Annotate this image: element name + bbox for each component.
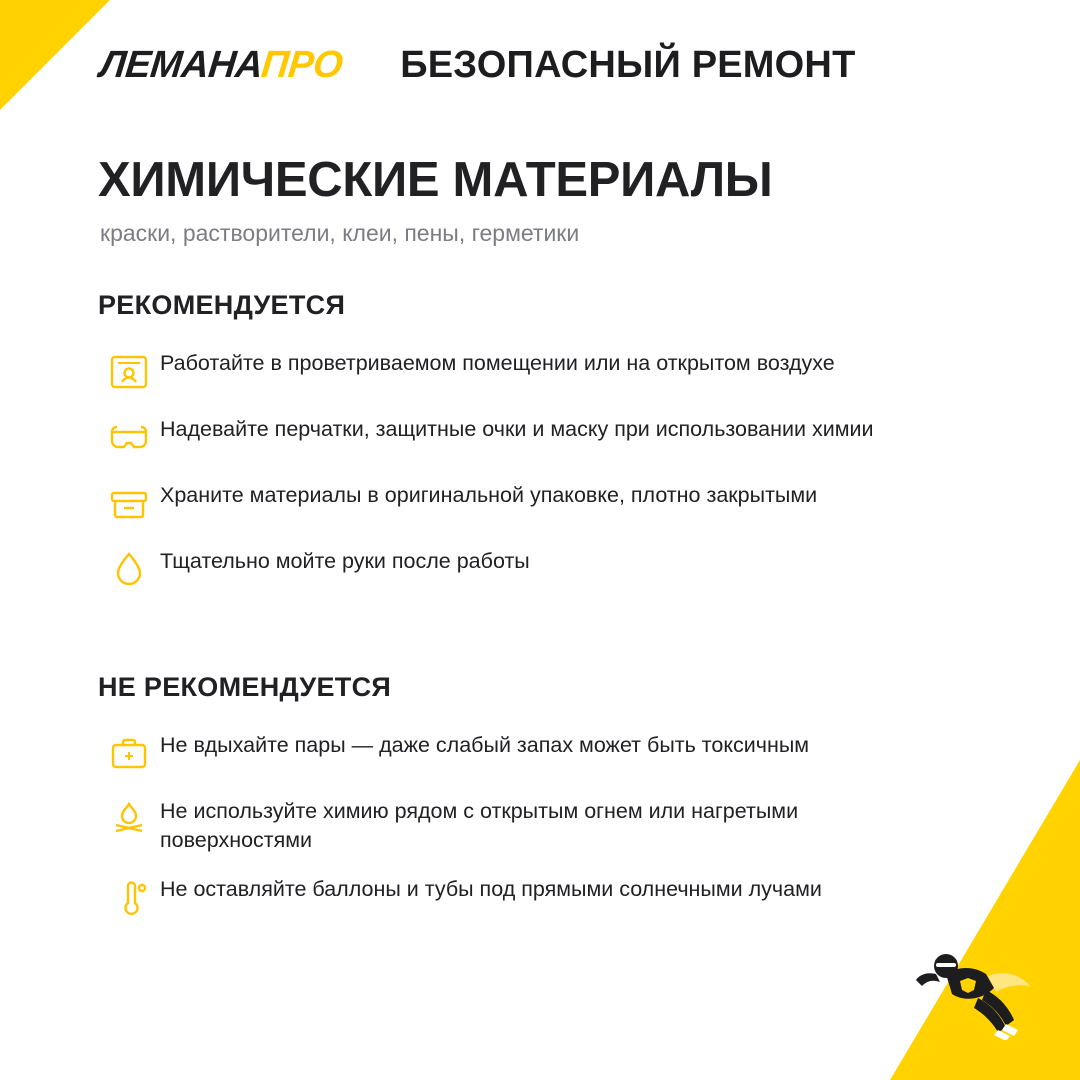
list-item — [98, 729, 978, 777]
water-drop-icon — [98, 545, 160, 593]
brand-name-pro: ПРО — [259, 44, 345, 86]
storage-box-icon — [98, 479, 160, 527]
list-item-text: Не вдыхайте пары — даже слабый запах может быть токсичным — [160, 733, 810, 757]
list-item — [98, 545, 978, 593]
list-item — [98, 479, 978, 527]
section-recommended — [98, 290, 978, 611]
header — [97, 44, 856, 87]
list-item — [98, 795, 978, 855]
brand-name-main: ЛЕМАНА — [97, 44, 264, 86]
list-item — [98, 413, 978, 461]
page-subtitle: краски, растворители, клеи, пены, герметики — [100, 220, 580, 246]
list-item-text: Работайте в проветриваемом помещении или на открытом воздухе — [160, 351, 835, 375]
thermometer-sun-icon — [98, 873, 160, 921]
list-item-text: Не используйте химию рядом с открытым огнем или нагретыми поверхностями — [160, 799, 799, 852]
section-not-recommended — [98, 672, 978, 939]
list-item — [98, 347, 978, 395]
section-title-not-recommended: НЕ РЕКОМЕНДУЕТСЯ — [98, 672, 392, 702]
list-item — [98, 873, 978, 921]
recommended-list — [98, 347, 978, 593]
brand-logo — [98, 44, 345, 87]
list-item-text: Надевайте перчатки, защитные очки и маску при использовании химии — [160, 417, 874, 441]
list-item-text: Храните материалы в оригинальной упаковке, плотно закрытыми — [160, 483, 818, 507]
list-item-text: Тщательно мойте руки после работы — [160, 549, 530, 573]
page-title: ХИМИЧЕСКИЕ МАТЕРИАЛЫ — [98, 153, 773, 207]
header-title: БЕЗОПАСНЫЙ РЕМОНТ — [400, 44, 856, 86]
not-recommended-list — [98, 729, 978, 921]
list-item-text: Не оставляйте баллоны и тубы под прямыми солнечными лучами — [160, 877, 822, 901]
safety-goggles-icon — [98, 413, 160, 461]
open-fire-icon — [98, 795, 160, 843]
corner-accent-top-left — [0, 0, 110, 110]
ventilation-window-icon — [98, 347, 160, 395]
first-aid-kit-icon — [98, 729, 160, 777]
section-title-recommended: РЕКОМЕНДУЕТСЯ — [98, 290, 346, 320]
mascot-illustration — [902, 930, 1042, 1040]
